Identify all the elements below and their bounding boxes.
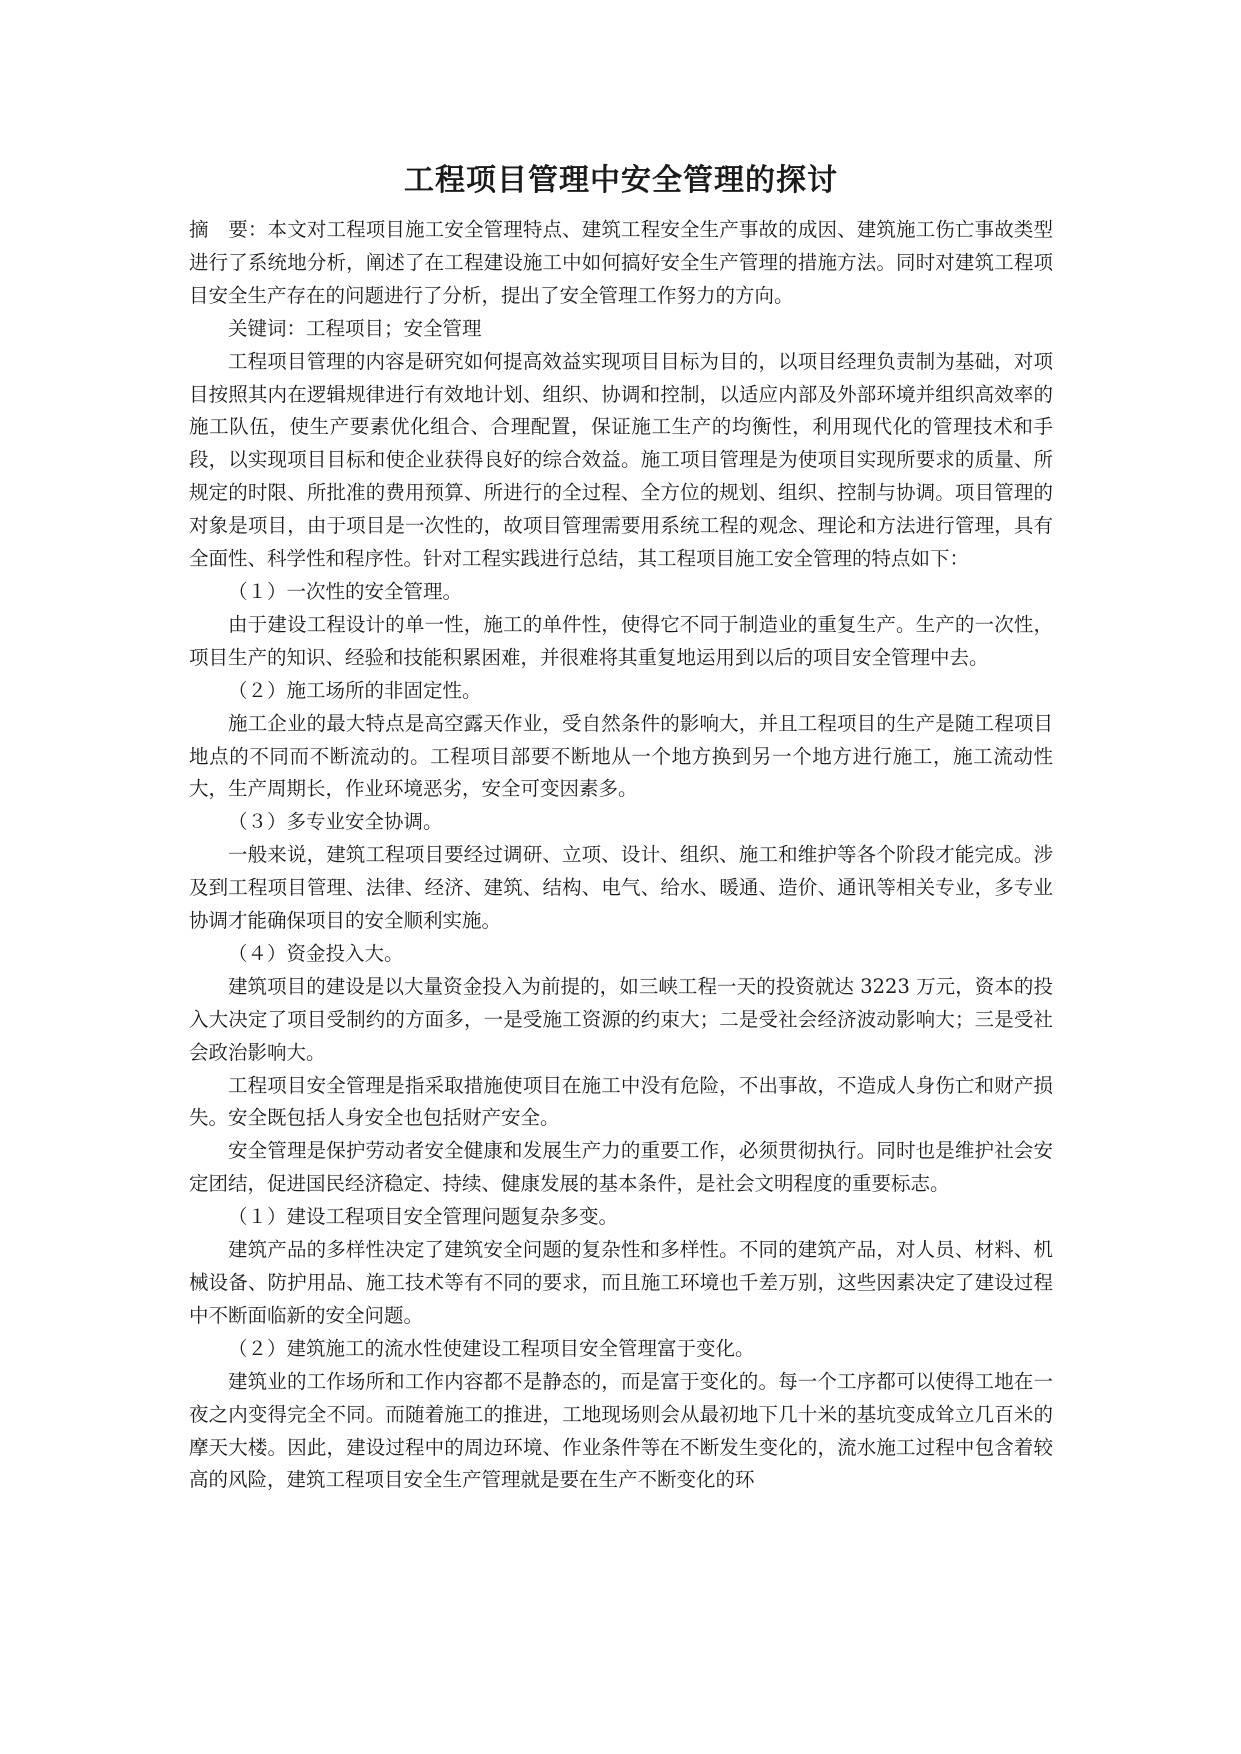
list-heading: （２）施工场所的非固定性。 (228, 678, 482, 702)
body-paragraph: 工程项目管理的内容是研究如何提高效益实现项目目标为目的，以项目经理负责制为基础，对项目按照其内在逻辑规律进行有效地计划、组织、协调和控制，以适应内部及外部环境并组织高效率的施工队伍，使生产要素优化组合、合理配置，保证施工生产的均衡性，利用现代化的管理技术和手段，以实现项目目标和使企业获得良好的综合效益。施工项目管理是为使项目实现所要求的质量、所规定的时限、所批准的费用预算、所进行的全过程、全方位的规划、组织、控制与协调。项目管理的对象是项目，由于项目是一次性的，故项目管理需要用系统工程的观念、理论和方法进行管理，具有全面性、科学性和程序性。针对工程实践进行总结，其工程项目施工安全管理的特点如下： (189, 349, 1053, 571)
body-paragraph: 安全管理是保护劳动者安全健康和发展生产力的重要工作，必须贯彻执行。同时也是维护社会安定团结，促进国民经济稳定、持续、健康发展的基本条件，是社会文明程度的重要标志。 (189, 1139, 1053, 1196)
list-heading: （１）建设工程项目安全管理问题复杂多变。 (228, 1205, 619, 1229)
body-paragraph: 建筑项目的建设是以大量资金投入为前提的，如三峡工程一天的投资就达 3223 万元，资本的投入大决定了项目受制约的方面多，一是受施工资源的约束大；二是受社会经济波动影响大；三是受社会政治影响大。 (189, 974, 1053, 1064)
body-paragraph: 一般来说，建筑工程项目要经过调研、立项、设计、组织、施工和维护等各个阶段才能完成。涉及到工程项目管理、法律、经济、建筑、结构、电气、给水、暖通、造价、通讯等相关专业，多专业协调才能确保项目的安全顺利实施。 (189, 843, 1053, 933)
list-heading: （３）多专业安全协调。 (228, 810, 443, 834)
body-paragraph: 建筑业的工作场所和工作内容都不是静态的，而是富于变化的。每一个工序都可以使得工地在一夜之内变得完全不同。而随着施工的推进，工地现场则会从最初地下几十米的基坑变成耸立几百米的摩天大楼。因此，建设过程中的周边环境、作业条件等在不断发生变化的，流水施工过程中包含着较高的风险，建筑工程项目安全生产管理就是要在生产不断变化的环 (189, 1369, 1053, 1492)
body-paragraph: 由于建设工程设计的单一性，施工的单件性，使得它不同于制造业的重复生产。生产的一次性，项目生产的知识、经验和技能积累困难，并很难将其重复地运用到以后的项目安全管理中去。 (189, 612, 1053, 669)
list-heading: （２）建筑施工的流水性使建设工程项目安全管理富于变化。 (228, 1336, 755, 1360)
body-paragraph: 建筑产品的多样性决定了建筑安全问题的复杂性和多样性。不同的建筑产品，对人员、材料、机械设备、防护用品、施工技术等有不同的要求，而且施工环境也千差万别，这些因素决定了建设过程中不断面临新的安全问题。 (189, 1238, 1053, 1327)
list-heading: （４）资金投入大。 (228, 941, 404, 965)
document-title: 工程项目管理中安全管理的探讨 (404, 163, 838, 198)
abstract-paragraph: 摘 要：本文对工程项目施工安全管理特点、建筑工程安全生产事故的成因、建筑施工伤亡事故类型进行了系统地分析，阐述了在工程建设施工中如何搞好安全生产管理的措施方法。同时对建筑工程项目安全生产存在的问题进行了分析，提出了安全管理工作努力的方向。 (189, 218, 1053, 307)
keywords-line: 关键词：工程项目；安全管理 (228, 316, 482, 340)
body-paragraph: 工程项目安全管理是指采取措施使项目在施工中没有危险，不出事故，不造成人身伤亡和财产损失。安全既包括人身安全也包括财产安全。 (189, 1073, 1053, 1130)
body-text (189, 346, 1053, 1498)
body-paragraph: 施工企业的最大特点是高空露天作业，受自然条件的影响大，并且工程项目的生产是随工程项目地点的不同而不断流动的。工程项目部要不断地从一个地方换到另一个地方进行施工，施工流动性大，生产周期长，作业环境恶劣，安全可变因素多。 (189, 711, 1053, 801)
document-page (189, 160, 1053, 1497)
list-heading: （１）一次性的安全管理。 (228, 579, 463, 603)
